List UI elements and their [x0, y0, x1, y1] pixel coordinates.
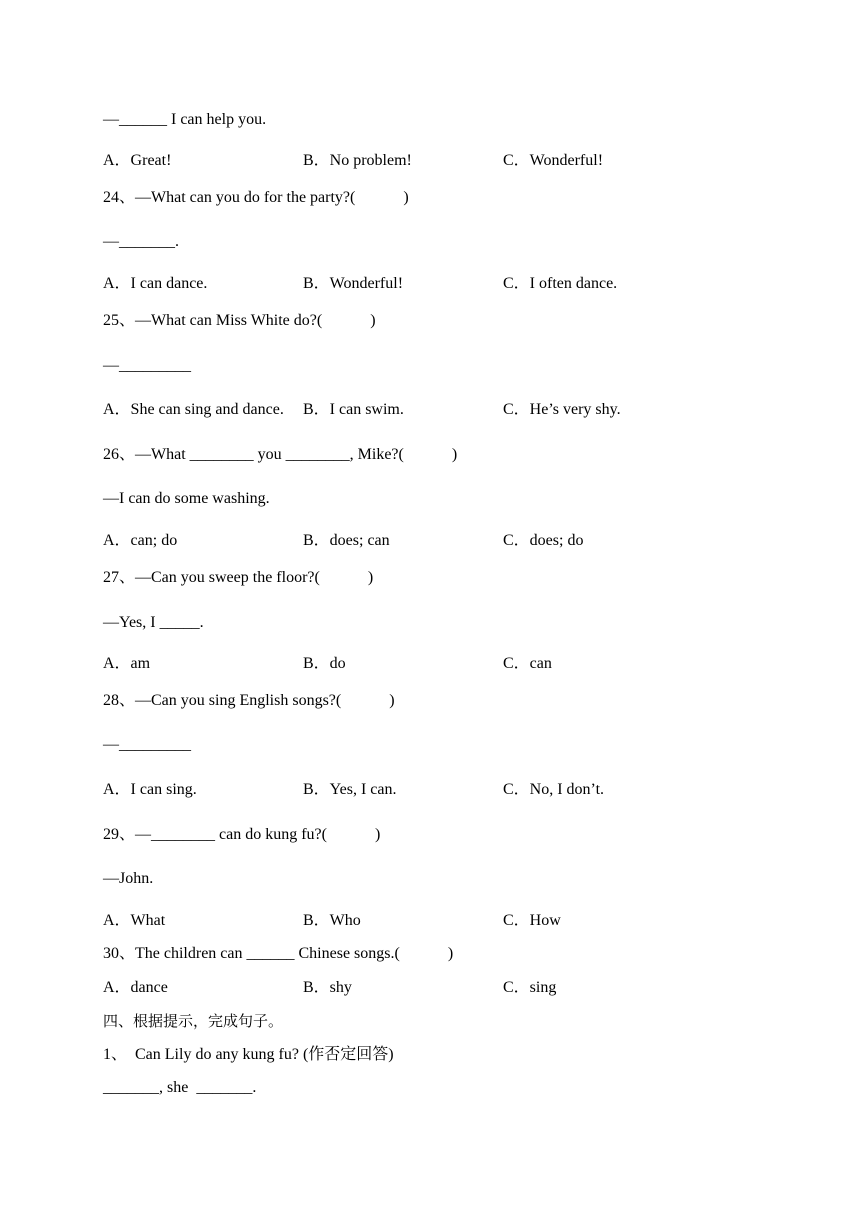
q25-answer-line: —_________ [103, 357, 191, 374]
q28-option-c: C．No, I don’t. [503, 781, 605, 798]
q28-option-b: B．Yes, I can. [303, 781, 397, 798]
q30-option-c: C．sing [503, 979, 557, 996]
q26-option-c: C．does; do [503, 532, 584, 549]
q23-option-c: C．Wonderful! [503, 152, 604, 169]
q25-option-a: A．She can sing and dance. [103, 401, 284, 418]
q30-question: 30、The children can ______ Chinese songs.( ) [103, 945, 454, 962]
q26-question: 26、—What ________ you ________, Mike?( ) [103, 446, 458, 463]
q26-option-b: B．does; can [303, 532, 390, 549]
q29-option-c: C．How [503, 912, 561, 929]
q26-answer-line: —I can do some washing. [103, 490, 270, 507]
q27-option-c: C．can [503, 655, 552, 672]
q25-option-c: C．He’s very shy. [503, 401, 621, 418]
q24-question: 24、—What can you do for the party?( ) [103, 189, 409, 206]
q28-option-a: A．I can sing. [103, 781, 197, 798]
q28-answer-line: —_________ [103, 736, 191, 753]
section4-item-1: 1、 Can Lily do any kung fu? (作否定回答) [103, 1046, 394, 1063]
q29-question: 29、—________ can do kung fu?( ) [103, 826, 381, 843]
q24-option-b: B．Wonderful! [303, 275, 404, 292]
q24-answer-line: —_______. [103, 233, 179, 250]
q23-option-b: B．No problem! [303, 152, 412, 169]
q23-option-a: A．Great! [103, 152, 172, 169]
q27-question: 27、—Can you sweep the floor?( ) [103, 569, 374, 586]
q30-option-a: A．dance [103, 979, 168, 996]
q27-answer-line: —Yes, I _____. [103, 614, 204, 631]
q25-question: 25、—What can Miss White do?( ) [103, 312, 376, 329]
q27-option-a: A．am [103, 655, 151, 672]
q24-option-a: A．I can dance. [103, 275, 208, 292]
q29-answer-line: —John. [103, 870, 154, 887]
q28-question: 28、—Can you sing English songs?( ) [103, 692, 395, 709]
q24-option-c: C．I often dance. [503, 275, 618, 292]
section4-item-1-answer: _______, she _______. [103, 1079, 257, 1096]
q25-option-b: B．I can swim. [303, 401, 404, 418]
q26-option-a: A．can; do [103, 532, 178, 549]
q30-option-b: B．shy [303, 979, 352, 996]
q23-answer-line: —______ I can help you. [103, 111, 267, 128]
q29-option-a: A．What [103, 912, 166, 929]
q29-option-b: B．Who [303, 912, 361, 929]
section-heading: 四、根据提示，完成句子。 [103, 1012, 284, 1030]
q27-option-b: B．do [303, 655, 346, 672]
